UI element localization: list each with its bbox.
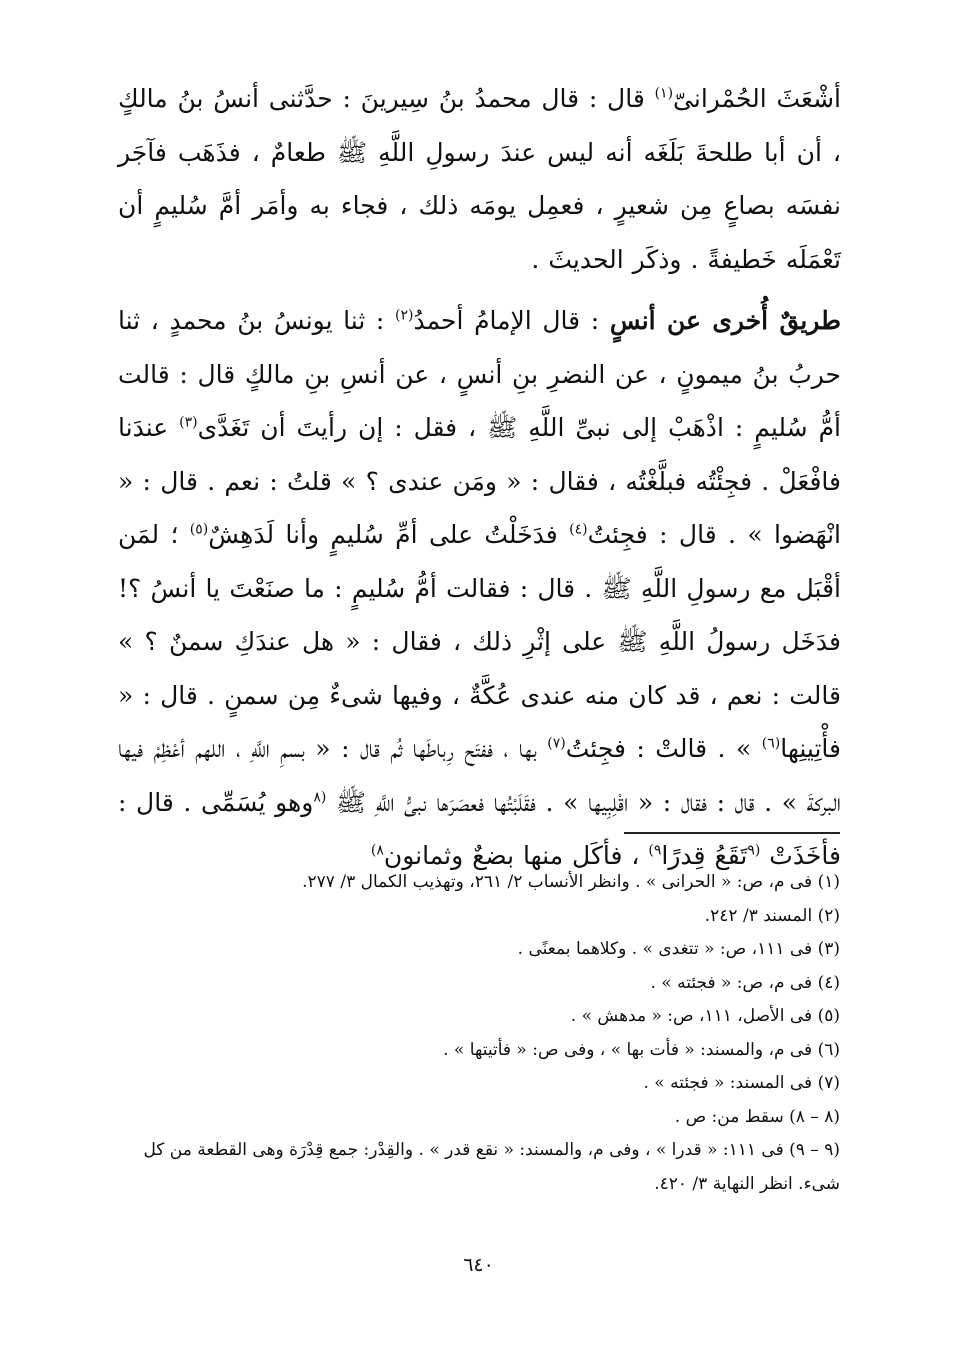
footnote-ref: ٩) [648, 842, 662, 859]
paragraph-2 [118, 294, 841, 883]
footnote-divider [624, 832, 840, 834]
text-run: : ثنا يونسُ بنُ محمدٍ ، ثنا حربُ بنُ ميمونٍ ، عن النضرِ بنِ أنسٍ ، عن أنسِ بنِ مالكٍ قال : قالت أمُّ سُليمٍ : اذْهَبْ إلى نبىِّ اللَّهِ ﷺ ، فقل : إن رأيتَ أن تَغَدَّى [118, 306, 841, 442]
footnote-1: (١) فى م، ص: « الحرانى » . وانظر الأنساب ٢/ ٢٦١، وتهذيب الكمال ٣/ ٢٧٧. [302, 872, 840, 892]
footnote-ref: (٧) [547, 735, 566, 752]
text-run: » . قالتْ : فجِئتُ [565, 734, 762, 763]
footnote-ref: (٤) [569, 521, 588, 538]
text-run: ؛ لمَن أقْبَل مع رسولِ اللَّهِ ﷺ . قال : فقالت أمُّ سُليمٍ : ما صنَعْتَ يا أنسُ ؟! فدَخَل رسولُ اللَّهِ ﷺ على إثْرِ ذلك ، فقال : « هل عندَكِ سمنٌ ؟ » قالت : نعم ، قد كان منه عندى عُكَّةٌ ، وفيها شىءٌ مِن سمنٍ . قال : « فأْتِينِها [118, 520, 841, 763]
footnote-ref: (٩ [747, 842, 761, 859]
footnote-6: (٦) فى م، والمسند: « فأت بها » ، وفى ص: « فأتيتها » . [443, 1039, 840, 1060]
paragraph-1 [118, 72, 841, 286]
footnote-8: (٨ – ٨) سقط من: ص . [674, 1106, 840, 1127]
text-run: تَقَعُ قِدرًا [661, 841, 748, 870]
text-run: قال : قال محمدُ بنُ سِيرينَ : حدَّثنى أنسُ بنُ مالكٍ ، أن أبا طلحةَ بَلَغَه أنه ليس عندَ رسولِ اللَّهِ ﷺ طعامٌ ، فذَهَب فآجَر نفسَه بصاعٍ مِن شعيرٍ ، فعمِل يومَه ذلك ، فجاء به وأمَر أمَّ سُليمٍ أن تَعْمَلَه خَطيفةً . وذكَر الحديثَ . [118, 84, 841, 274]
section-heading: طريقٌ أُخرى عن أنسٍ [609, 306, 841, 335]
footnote-ref: (٣) [179, 414, 198, 431]
footnote-ref: (١) [654, 85, 674, 102]
footnote-ref: ٨) [370, 842, 384, 859]
text-run: أشْعَثَ الحُمْرانىّ [673, 84, 841, 113]
footnote-7: (٧) فى المسند: « فجئته » . [643, 1073, 840, 1093]
text-run: وهو يُسَمِّى . قال : فأخَذَتْ [118, 787, 841, 870]
page-number: ٦٤٠ [463, 1254, 494, 1276]
text-run: بها ، ففتَح رِباطَها ثُم قال : « بسمِ اللَّهِ ، اللهم أعْظِمْ فيها البركةَ » . قال : فقال : « اقْلِبِيها » . فقَلَبْتُها فعصَرَها نبىُّ اللَّهِ ﷺ [118, 734, 841, 817]
text-run: : قال الإمامُ أحمدُ [413, 306, 610, 335]
footnote-4: (٤) فى م، ص: « فجئته » . [650, 972, 840, 993]
footnote-5: (٥) فى الأصل، ١١١، ص: « مدهش » . [570, 1006, 840, 1026]
text-run: عندَنا فافْعَلْ . فجِئْتُه فبلَّغْتُه ، فقال : « ومَن عندى ؟ » قلتُ : نعم . قال : « انْهَضوا » . قال : فجِئتُ [118, 413, 841, 549]
footnotes-section [112, 866, 840, 1201]
main-text [118, 72, 841, 883]
footnote-9: (٩ – ٩) فى ١١١: « قدرا » ، وفى م، والمسند: « نقع قدر » . والقِدْر: جمع قِدْرَة وهى القطعة من كل شىء. انظر النهاية ٣/ ٤٢٠. [143, 1140, 840, 1194]
footnote-2: (٢) المسند ٣/ ٢٤٢. [704, 905, 840, 926]
footnote-ref: (٢) [394, 307, 414, 324]
footnote-ref: (٦) [761, 735, 781, 752]
footnote-3: (٣) فى ١١١، ص: « تتغدى » . وكلاهما بمعنًى . [517, 939, 840, 959]
text-run: فدَخَلْتُ على أمِّ سُليمٍ وأنا لَدَهِشٌ [208, 520, 570, 549]
footnote-ref: (٥) [189, 521, 209, 538]
text-run: ، فأكَل منها بضعٌ وثمانون [383, 841, 649, 870]
footnote-ref: (٨ [313, 789, 327, 806]
